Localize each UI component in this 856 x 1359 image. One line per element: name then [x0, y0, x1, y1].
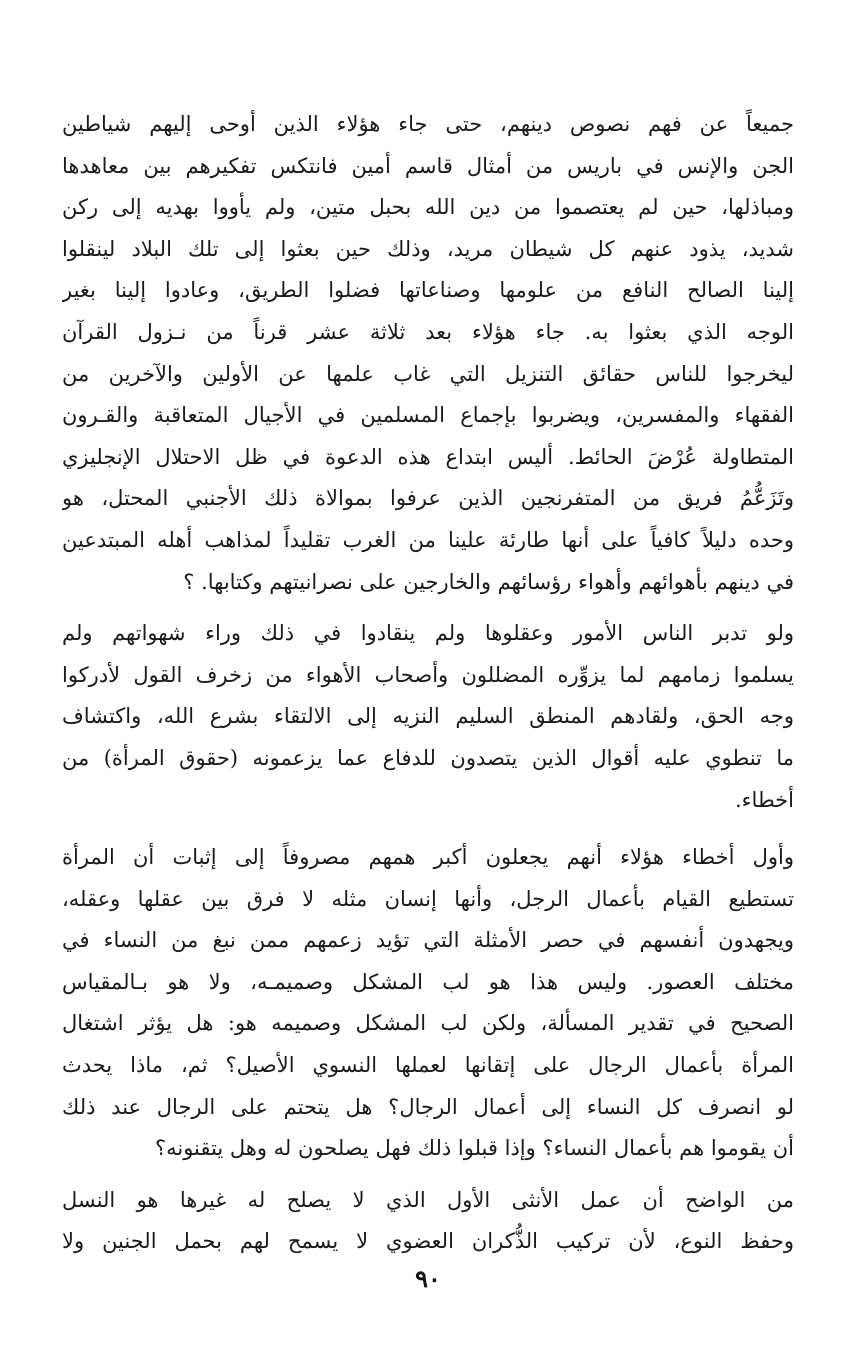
text-line: أن يقوموا هم بأعمال النساء؟ وإذا قبلوا ذلك فهل يصلحون له وهل يتقنونه؟: [154, 1136, 794, 1161]
text-line: مختلف العصور. وليس هذا هو لب المشكل وصميمـه، ولا هو بـالمقياس: [62, 969, 794, 994]
text-line: يسلموا زمامهم لما يزوِّره المضللون وأصحاب الأهواء من زخرف القول لأدركوا: [62, 662, 794, 687]
text-line: وحفظ النوع، لأن تركيب الذُّكران العضوي لا يسمح لهم بحمل الجنين ولا: [62, 1229, 794, 1254]
text-line: الوجه الذي بعثوا به. جاء هؤلاء بعد ثلاثة عشر قرناً من نـزول القرآن: [62, 319, 794, 344]
paragraph-gap: [62, 821, 794, 837]
text-line: وأول أخطاء هؤلاء أنهم يجعلون أكبر همهم مصروفاً إلى إثبات أن المرأة: [62, 845, 794, 870]
text-line: أخطاء.: [735, 787, 794, 812]
paragraph-4: [62, 1180, 794, 1263]
text-line: الصحيح في تقدير المسألة، ولكن لب المشكل وصميمه هو: هل يؤثر اشتغال: [62, 1011, 794, 1036]
text-line: ما تنطوي عليه أقوال الذين يتصدون للدفاع عما يزعمونه (حقوق المرأة) من: [62, 745, 794, 770]
page-body: [62, 104, 794, 1263]
text-line: ويجهدون أنفسهم في حصر الأمثلة التي تؤيد زعمهم ممن نبغ من النساء في: [62, 928, 794, 953]
text-line: الجن والإنس في باريس من أمثال قاسم أمين فانتكس تفكيرهم بين معاهدها: [62, 153, 794, 178]
paragraph-2: [62, 613, 794, 821]
paragraph-gap: [62, 603, 794, 613]
text-line: المتطاولة عُرْضَ الحائط. أليس ابتداع هذه الدعوة في ظل الاحتلال الإنجليزي: [62, 444, 794, 469]
text-line: ولو تدبر الناس الأمور وعقلوها ولم ينقادوا في ذلك وراء شهواتهم ولم: [62, 621, 794, 646]
text-line: لو انصرف كل النساء إلى أعمال الرجال؟ هل يتحتم على الرجال عند ذلك: [62, 1094, 794, 1119]
text-line: الفقهاء والمفسرين، ويضربوا بإجماع المسلمين في الأجيال المتعاقبة والقـرون: [62, 403, 794, 428]
text-line: تستطيع القيام بأعمال الرجل، وأنها إنسان مثله لا فرق بين عقلها وعقله،: [62, 886, 794, 911]
page-number: ٩٠: [415, 1264, 441, 1293]
text-line: من الواضح أن عمل الأنثى الأول الذي لا يصلح له غيرها هو النسل: [62, 1187, 794, 1212]
text-line: المرأة بأعمال الرجال على إتقانها لعملها النسوي الأصيل؟ ثم، ماذا يحدث: [62, 1053, 794, 1078]
text-line: جميعاً عن فهم نصوص دينهم، حتى جاء هؤلاء الذين أوحى إليهم شياطين: [62, 112, 794, 136]
paragraph-gap: [62, 1170, 794, 1180]
text-line: ومباذلها، حين لم يعتصموا من دين الله بحبل متين، ولم يأووا بهديه إلى ركن: [62, 195, 794, 220]
text-line: إلينا الصالح النافع من علومها وصناعاتها فضلوا الطريق، وعادوا إلينا بغير: [62, 278, 794, 303]
paragraph-3: [62, 837, 794, 1170]
text-line: في دينهم بأهوائهم وأهواء رؤسائهم والخارجين على نصرانيتهم وكتابها. ؟: [183, 569, 794, 594]
text-line: ليخرجوا للناس حقائق التنزيل التي غاب علمها عن الأولين والآخرين من: [62, 361, 794, 386]
paragraph-1: [62, 104, 794, 603]
text-line: وحده دليلاً كافياً على أنها طارئة علينا من الغرب تقليداً لمذاهب أهله المبتدعين: [62, 527, 794, 552]
text-line: وتَزَعُّمُ فريق من المتفرنجين الذين عرفوا بموالاة ذلك الأجنبي المحتل، هو: [62, 486, 794, 511]
text-line: شديد، يذود عنهم كل شيطان مريد، وذلك حين بعثوا إلى تلك البلاد لينقلوا: [62, 236, 794, 261]
text-line: وجه الحق، ولقادهم المنطق السليم النزيه إلى الالتقاء بشرع الله، واكتشاف: [62, 704, 794, 729]
